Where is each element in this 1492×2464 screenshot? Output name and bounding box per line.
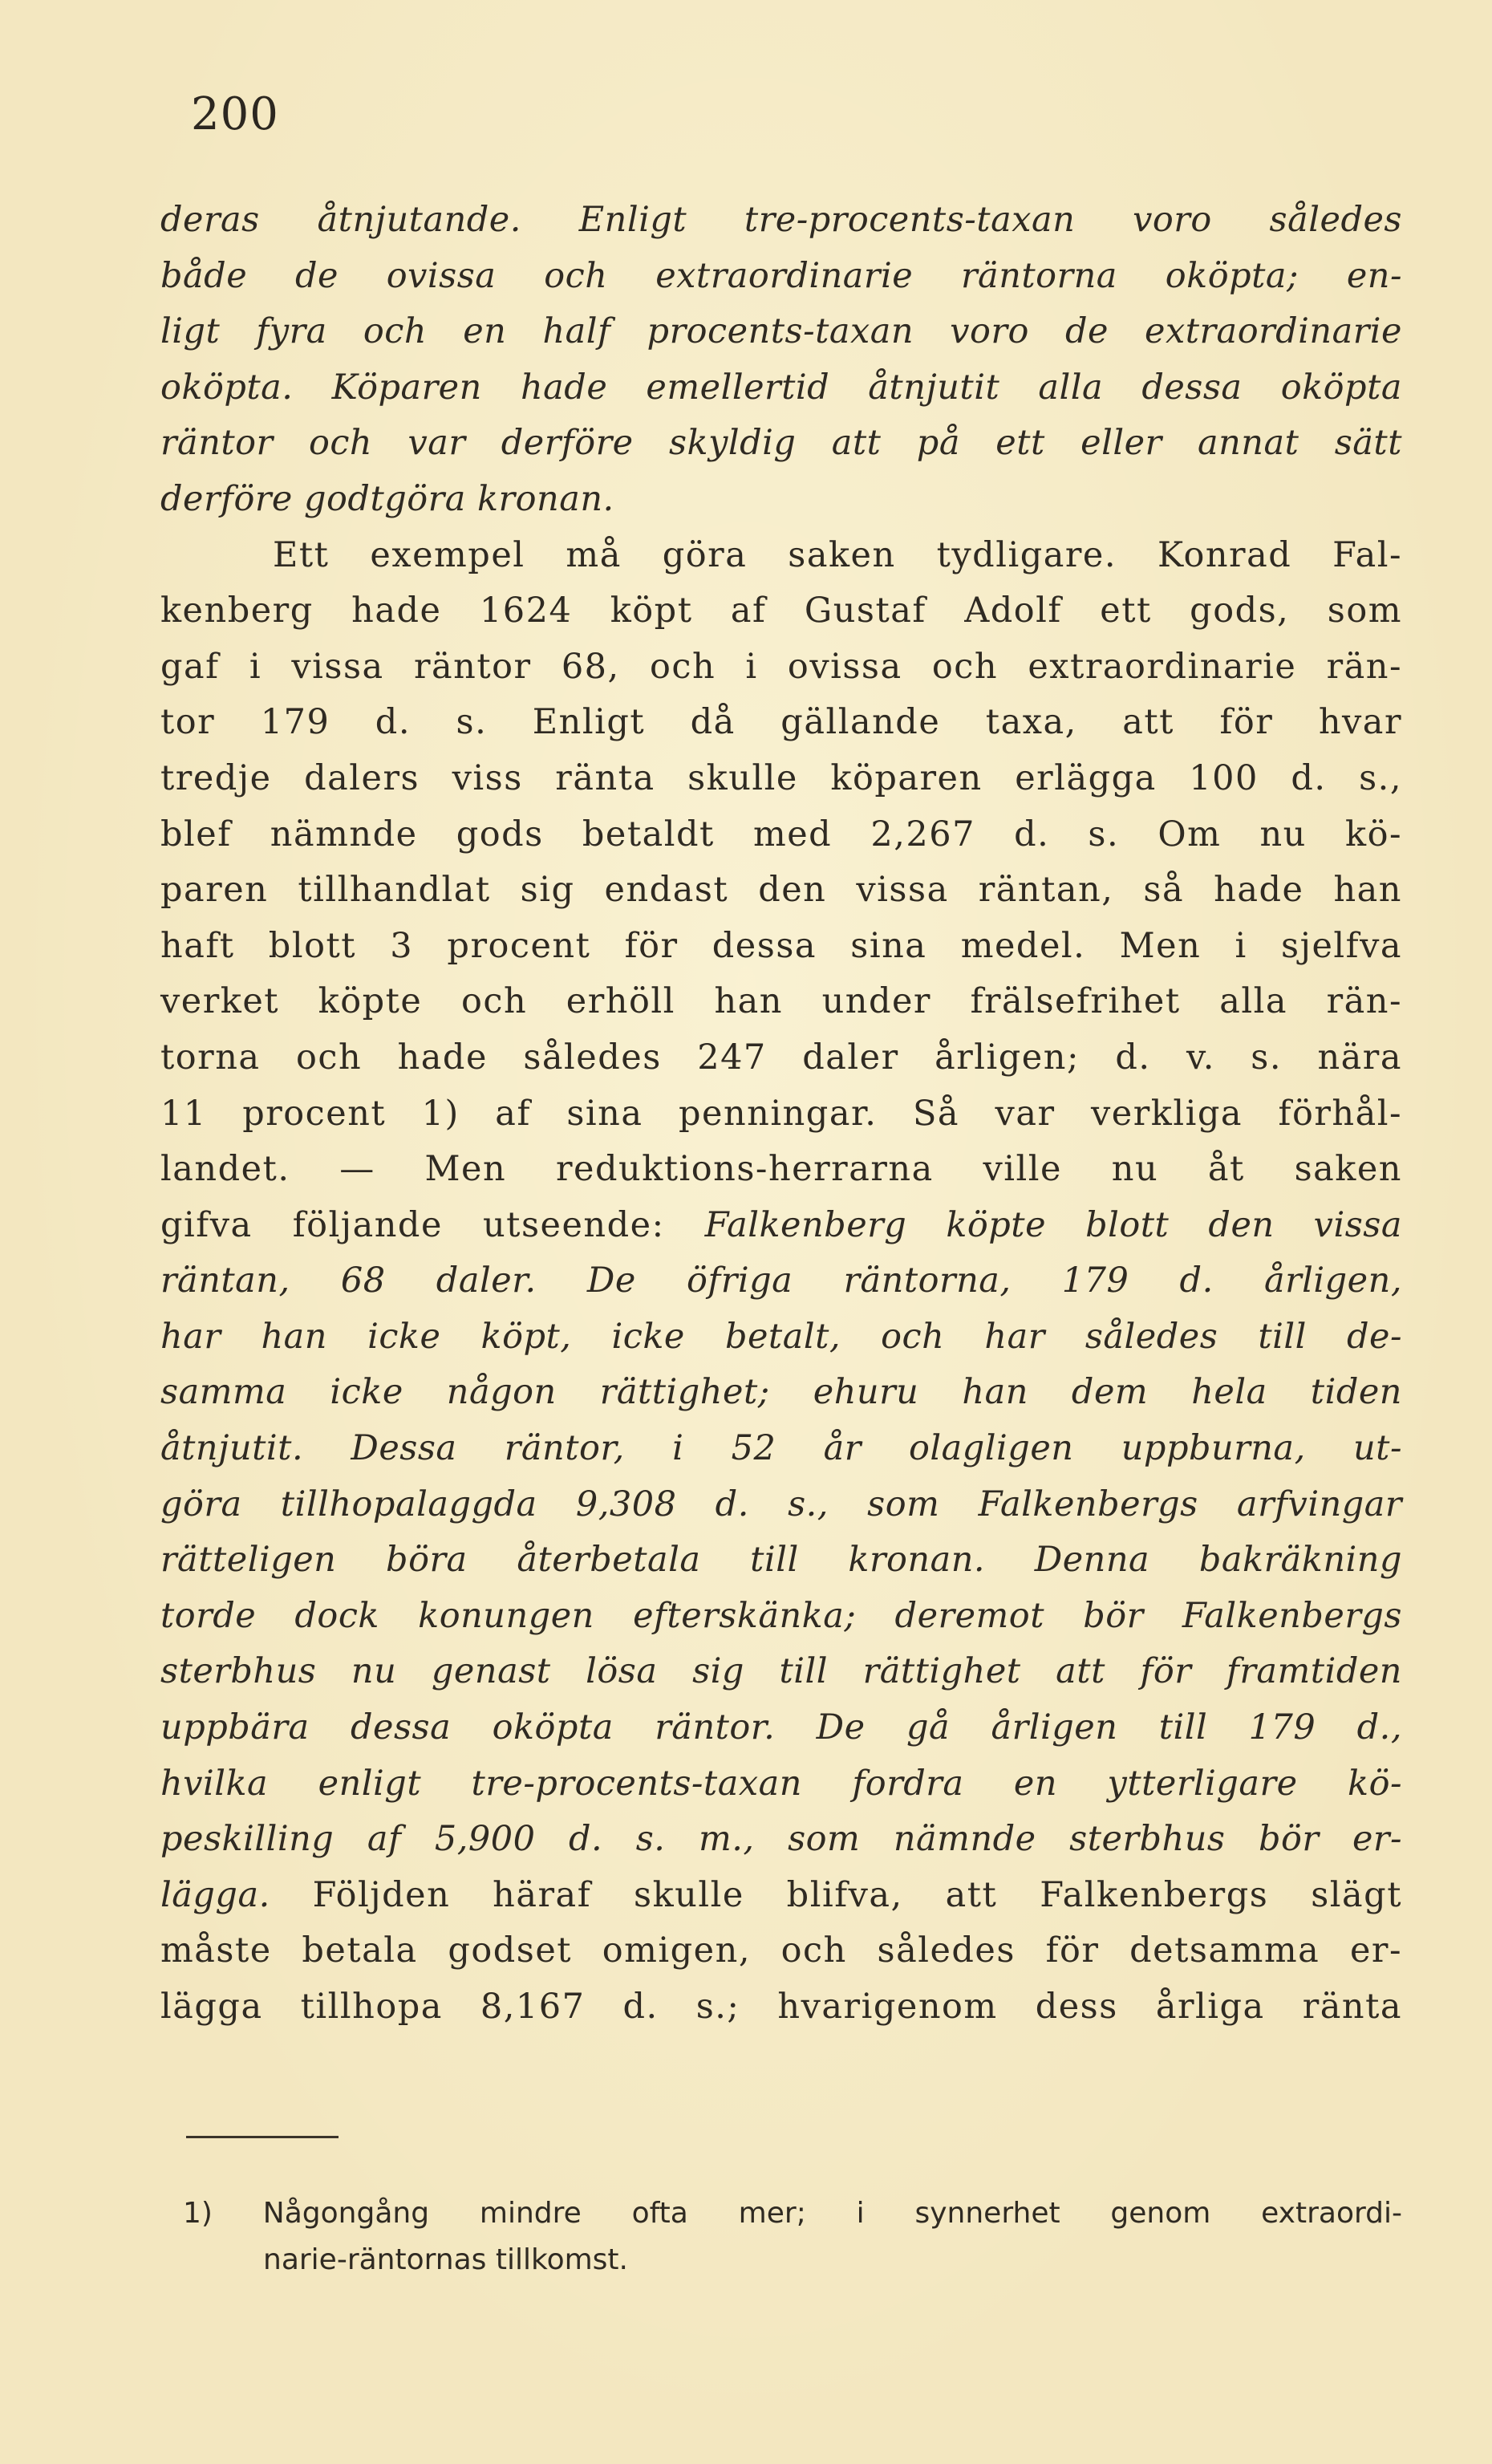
text-line: torna och hade således 247 daler årligen; d. v. s. nära — [160, 1037, 1402, 1078]
roman-run: gifva följande utseende: — [160, 1204, 705, 1245]
text-line: 11 procent 1) af sina penningar. Så var verkliga förhål- — [160, 1093, 1402, 1134]
text-line: måste betala godset omigen, och således för detsamma er- — [160, 1930, 1402, 1971]
text-line: haft blott 3 procent för dessa sina medel. Men i sjelfva — [160, 925, 1402, 966]
text-line: sterbhus nu genast lösa sig till rättighet att för framtiden — [160, 1651, 1402, 1692]
footnote-line: 1) Någongång mindre ofta mer; i synnerhet genom extraordi- — [183, 2197, 1402, 2230]
mixed-text-line — [160, 1868, 1402, 1924]
text-line: rätteligen böra återbetala till kronan. Denna bakräkning — [160, 1540, 1402, 1581]
text-line: landet. — Men reduktions-herrarna ville nu åt saken — [160, 1149, 1402, 1190]
text-line: räntor och var derföre skyldig att på ett eller annat sätt — [160, 423, 1402, 464]
roman-run: Följden häraf skulle blifva, att Falkenbergs slägt — [270, 1874, 1402, 1915]
text-line: åtnjutit. Dessa räntor, i 52 år olagligen uppburna, ut- — [160, 1428, 1402, 1469]
text-line: räntan, 68 daler. De öfriga räntorna, 179 d. årligen, — [160, 1260, 1402, 1301]
italic-run: Falkenberg köpte blott den vissa — [704, 1204, 1402, 1245]
text-line: peskilling af 5,900 d. s. m., som nämnde sterbhus bör er- — [160, 1819, 1402, 1860]
body-text — [160, 193, 1402, 2036]
text-line: har han icke köpt, icke betalt, och har således till de- — [160, 1316, 1402, 1357]
text-line: uppbära dessa oköpta räntor. De gå årligen till 179 d., — [160, 1707, 1402, 1748]
text-line: hvilka enligt tre-procents-taxan fordra en ytterligare kö- — [160, 1763, 1402, 1804]
text-line: samma icke någon rättighet; ehuru han dem hela tiden — [160, 1372, 1402, 1413]
footnote — [183, 2190, 1402, 2283]
text-line: göra tillhopalaggda 9,308 d. s., som Falkenbergs arfvingar — [160, 1484, 1402, 1524]
text-line: tredje dalers viss ränta skulle köparen erlägga 100 d. s., — [160, 757, 1402, 798]
paragraph-start-line: Ett exempel må göra saken tydligare. Konrad Fal- — [273, 534, 1402, 575]
italic-run: lägga. — [160, 1874, 270, 1915]
footnote-divider — [186, 2136, 339, 2138]
footnote-line: narie-räntornas tillkomst. — [263, 2243, 628, 2276]
text-line: verket köpte och erhöll han under frälsefrihet alla rän- — [160, 981, 1402, 1022]
text-line: derföre godtgöra kronan. — [160, 478, 614, 519]
text-line: paren tillhandlat sig endast den vissa räntan, så hade han — [160, 870, 1402, 911]
text-line: deras åtnjutande. Enligt tre-procents-taxan voro således — [160, 200, 1402, 240]
text-line: oköpta. Köparen hade emellertid åtnjutit alla dessa oköpta — [160, 367, 1402, 408]
text-line: tor 179 d. s. Enligt då gällande taxa, att för hvar — [160, 702, 1402, 743]
text-line: blef nämnde gods betaldt med 2,267 d. s. Om nu kö- — [160, 814, 1402, 854]
text-line: kenberg hade 1624 köpt af Gustaf Adolf ett gods, som — [160, 591, 1402, 631]
page-number: 200 — [191, 88, 279, 140]
text-line: gaf i vissa räntor 68, och i ovissa och extraordinarie rän- — [160, 646, 1402, 687]
text-line: torde dock konungen efterskänka; deremot bör Falkenbergs — [160, 1595, 1402, 1636]
mixed-text-line — [160, 1198, 1402, 1254]
text-line: både de ovissa och extraordinarie räntorna oköpta; en- — [160, 255, 1402, 296]
text-line: ligt fyra och en half procents-taxan voro de extraordinarie — [160, 311, 1402, 352]
text-line: lägga tillhopa 8,167 d. s.; hvarigenom dess årliga ränta — [160, 1987, 1402, 2027]
